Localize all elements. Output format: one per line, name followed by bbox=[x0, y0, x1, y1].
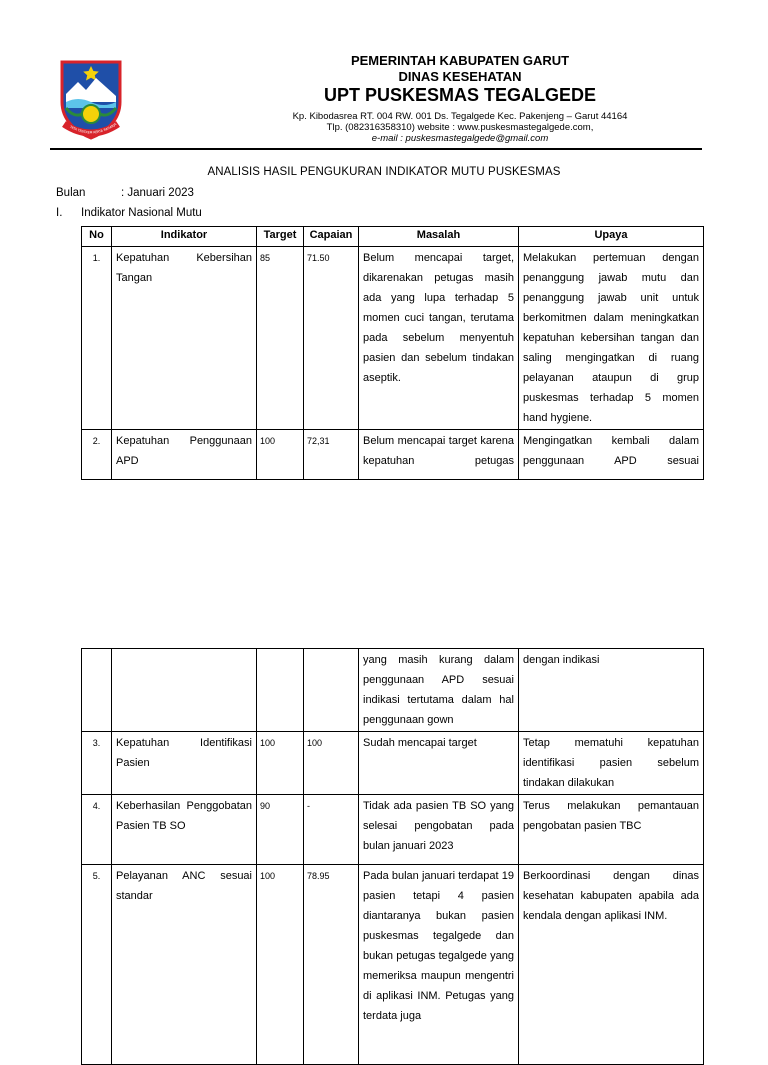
cell-no: 5. bbox=[82, 865, 112, 1065]
cell-upaya: Melakukan pertemuan dengan penanggung jawab mutu dan penanggung jawab unit untuk berkomitmen dalam meningkatkan kepatuhan kebersihan tangan dan saling mengingatkan di ruang pelayanan ataupun di grup puskesmas terhadap 5 momen hand hygiene. bbox=[519, 247, 704, 430]
cell-upaya: Terus melakukan pemantauan pengobatan pasien TBC bbox=[519, 795, 704, 865]
table-row bbox=[82, 732, 704, 795]
month-label: Bulan bbox=[56, 187, 86, 199]
letterhead-email: e-mail : puskesmastegalgede@gmail.com bbox=[371, 133, 549, 144]
letterhead-address-block bbox=[200, 111, 720, 144]
header-capaian: Capaian bbox=[304, 227, 359, 247]
cell-masalah: Pada bulan januari terdapat 19 pasien tetapi 4 pasien diantaranya bukan pasien puskesmas tegalgede dan bukan petugas tegalgede yang memeriksa maupun mengentri di aplikasi INM. Petugas yang terdata juga bbox=[359, 865, 519, 1065]
cell-no: 3. bbox=[82, 732, 112, 795]
table-row bbox=[82, 649, 704, 732]
header-target: Target bbox=[257, 227, 304, 247]
cell-upaya: Mengingatkan kembali dalam penggunaan APD sesuai bbox=[519, 430, 704, 480]
cell-masalah: Sudah mencapai target bbox=[359, 732, 519, 795]
cell-capaian: 71.50 bbox=[304, 247, 359, 430]
cell-target bbox=[257, 649, 304, 732]
section-number: I. bbox=[56, 207, 63, 219]
header-masalah: Masalah bbox=[359, 227, 519, 247]
letterhead-address: Kp. Kibodasrea RT. 004 RW. 001 Ds. Tegalgede Kec. Pakenjeng – Garut 44164 bbox=[292, 111, 628, 122]
indicator-table-page2 bbox=[81, 648, 704, 1065]
header-indikator: Indikator bbox=[112, 227, 257, 247]
cell-no bbox=[82, 649, 112, 732]
header-no: No bbox=[82, 227, 112, 247]
cell-indikator: Kepatuhan Identifikasi Pasien bbox=[112, 732, 257, 795]
cell-masalah: Belum mencapai target karena kepatuhan petugas bbox=[359, 430, 519, 480]
cell-masalah: yang masih kurang dalam penggunaan APD sesuai indikasi tertutama dalam hal penggunaan gown bbox=[359, 649, 519, 732]
cell-target: 100 bbox=[257, 865, 304, 1065]
cell-upaya: Tetap mematuhi kepatuhan identifikasi pasien sebelum tindakan dilakukan bbox=[519, 732, 704, 795]
letterhead-government: PEMERINTAH KABUPATEN GARUT bbox=[350, 53, 570, 68]
table-header-row bbox=[82, 227, 704, 247]
cell-indikator: Kepatuhan Penggunaan APD bbox=[112, 430, 257, 480]
letterhead-contact: Tlp. (082316358310) website : www.puskesmastegalgede.com, bbox=[326, 122, 594, 133]
cell-no: 4. bbox=[82, 795, 112, 865]
cell-capaian: 78.95 bbox=[304, 865, 359, 1065]
cell-no: 2. bbox=[82, 430, 112, 480]
cell-capaian: 100 bbox=[304, 732, 359, 795]
table-row bbox=[82, 795, 704, 865]
cell-masalah: Belum mencapai target, dikarenakan petugas masih ada yang lupa terhadap 5 momen cuci tangan, terutama pada sebelum menyentuh pasien dan sebelum tindakan aseptik. bbox=[359, 247, 519, 430]
cell-upaya: dengan indikasi bbox=[519, 649, 704, 732]
header-upaya: Upaya bbox=[519, 227, 704, 247]
cell-capaian bbox=[304, 649, 359, 732]
section-title: Indikator Nasional Mutu bbox=[81, 207, 202, 219]
letterhead-divider bbox=[50, 148, 702, 150]
table-row bbox=[82, 865, 704, 1065]
cell-upaya: Berkoordinasi dengan dinas kesehatan kabupaten apabila ada kendala dengan aplikasi INM. bbox=[519, 865, 704, 1065]
cell-no: 1. bbox=[82, 247, 112, 430]
cell-target: 100 bbox=[257, 430, 304, 480]
cell-indikator bbox=[112, 649, 257, 732]
cell-indikator: Keberhasilan Penggobatan Pasien TB SO bbox=[112, 795, 257, 865]
document-title: ANALISIS HASIL PENGUKURAN INDIKATOR MUTU PUSKESMAS bbox=[207, 166, 561, 178]
logo-motto: TATA TENTREM KERTA RAHARJA bbox=[69, 122, 118, 135]
cell-target: 100 bbox=[257, 732, 304, 795]
indicator-table-page1 bbox=[81, 226, 704, 480]
cell-masalah: Tidak ada pasien TB SO yang selesai pengobatan pada bulan januari 2023 bbox=[359, 795, 519, 865]
table-row bbox=[82, 430, 704, 480]
cell-indikator: Pelayanan ANC sesuai standar bbox=[112, 865, 257, 1065]
letterhead-institution: UPT PUSKESMAS TEGALGEDE bbox=[323, 85, 597, 105]
cell-capaian: - bbox=[304, 795, 359, 865]
cell-target: 85 bbox=[257, 247, 304, 430]
garut-regency-logo bbox=[58, 58, 124, 140]
table-row bbox=[82, 247, 704, 430]
cell-target: 90 bbox=[257, 795, 304, 865]
month-value: : Januari 2023 bbox=[121, 187, 194, 199]
cell-capaian: 72,31 bbox=[304, 430, 359, 480]
cell-indikator: Kepatuhan Kebersihan Tangan bbox=[112, 247, 257, 430]
letterhead-agency: DINAS KESEHATAN bbox=[398, 69, 522, 84]
